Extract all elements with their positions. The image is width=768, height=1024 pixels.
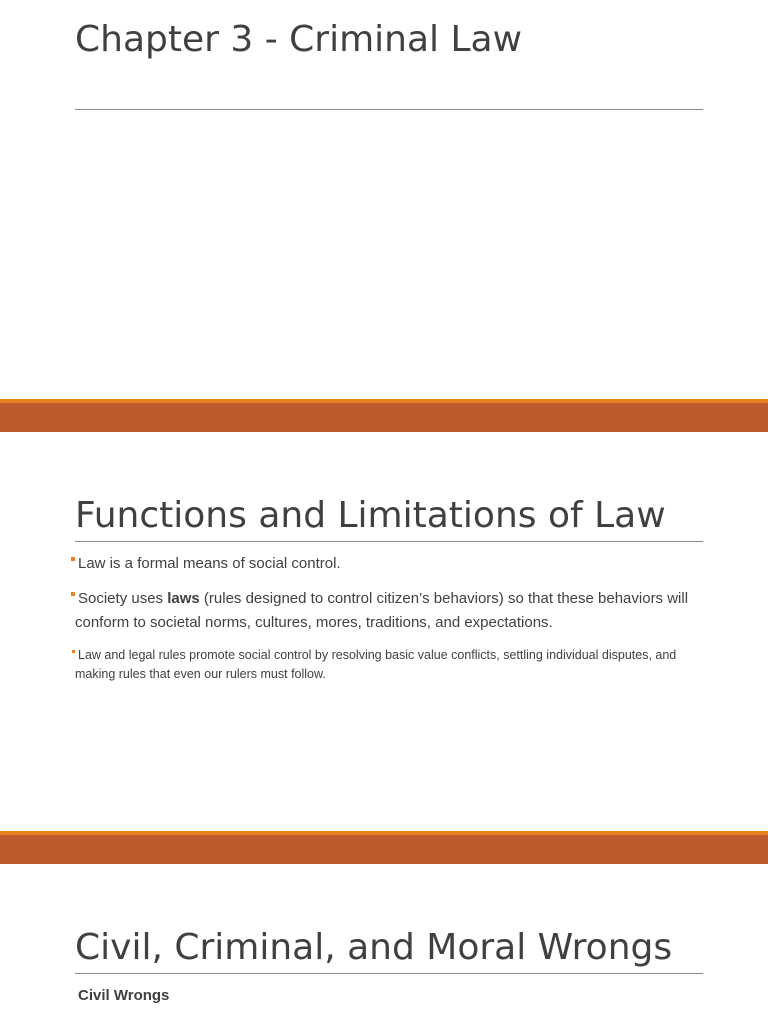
bullet-item bbox=[75, 646, 703, 684]
slide-body bbox=[75, 552, 703, 684]
slide-title-area bbox=[75, 874, 703, 970]
title-divider bbox=[75, 541, 703, 542]
slide-2 bbox=[0, 432, 768, 864]
bullet-marker-icon bbox=[71, 557, 75, 561]
bullet-marker-icon bbox=[71, 592, 75, 596]
slide-3 bbox=[0, 864, 768, 1024]
slide-title: Civil, Criminal, and Moral Wrongs bbox=[75, 927, 673, 968]
bullet-text: Law and legal rules promote social control by resolving basic value conflicts, settling individual disputes, and making rules that even our rulers must follow. bbox=[75, 648, 677, 681]
title-divider bbox=[75, 109, 703, 110]
bullet-text-start: Society uses bbox=[78, 590, 168, 607]
section-subheading: Civil Wrongs bbox=[78, 987, 170, 1004]
bullet-item bbox=[75, 552, 703, 575]
slide-1 bbox=[0, 0, 768, 432]
bullet-item bbox=[75, 587, 703, 634]
bullet-text-end: (rules designed to control citizen’s behaviors) so that these behaviors will conform to societal norms, cultures, mores, traditions, and expectations. bbox=[75, 590, 689, 631]
slide-title-area bbox=[75, 442, 703, 538]
bullet-bold-term: laws bbox=[167, 590, 200, 607]
footer-accent-band bbox=[0, 399, 768, 432]
footer-accent-band bbox=[0, 831, 768, 864]
slide-body bbox=[75, 984, 703, 1007]
title-divider bbox=[75, 973, 703, 974]
slide-title: Functions and Limitations of Law bbox=[75, 495, 666, 536]
slide-title-area bbox=[75, 17, 703, 62]
bullet-marker-icon bbox=[72, 650, 75, 653]
slide-title: Chapter 3 - Criminal Law bbox=[75, 19, 523, 60]
bullet-text: Law is a formal means of social control. bbox=[78, 555, 341, 572]
